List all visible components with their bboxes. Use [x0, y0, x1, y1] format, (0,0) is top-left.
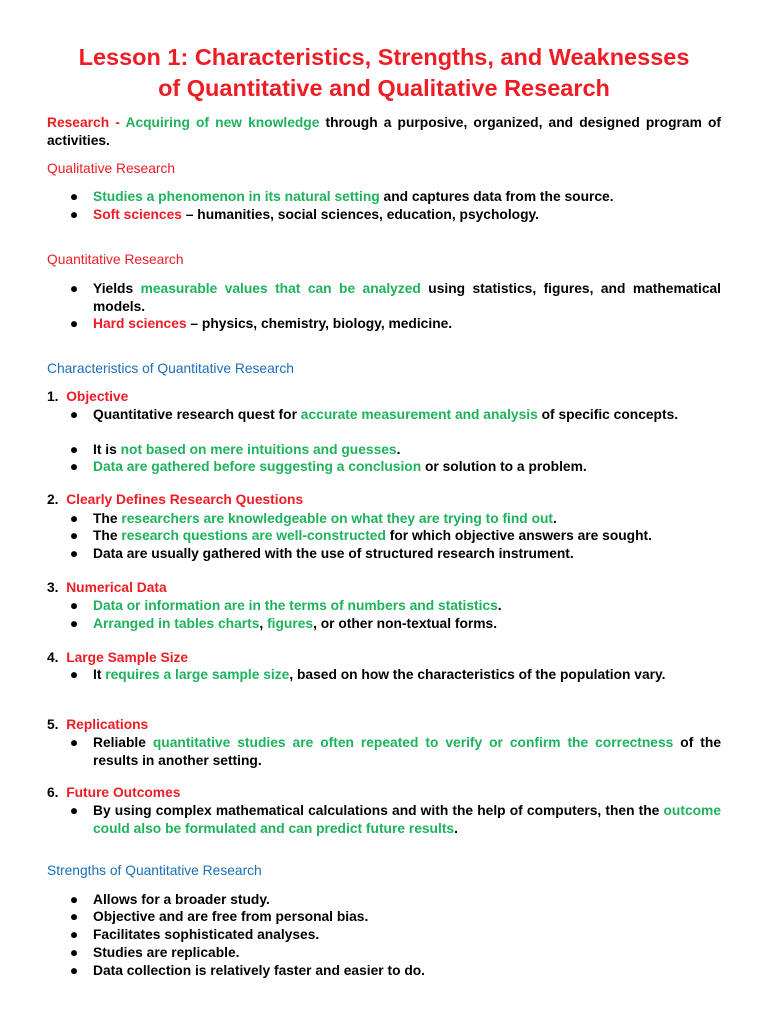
list-item: [69, 406, 721, 424]
bullet-icon: ●: [69, 735, 79, 750]
highlight-text: outcome could also be formulated and can predict future results: [93, 803, 721, 836]
bullet-icon: ●: [69, 459, 79, 474]
highlight-text: measurable values that can be analyzed: [140, 281, 421, 296]
body-text: , based on how the characteristics of the population vary.: [289, 667, 666, 682]
characteristic-title: [47, 649, 721, 667]
body-text: or solution to a problem.: [421, 459, 587, 474]
body-text: using statistics, figures, and mathematical models.: [93, 281, 721, 314]
item-title: Numerical Data: [66, 580, 167, 595]
bullet-icon: ●: [69, 442, 79, 457]
highlight-text: Soft sciences: [93, 207, 182, 222]
characteristics-heading: Characteristics of Quantitative Research: [47, 361, 294, 376]
body-text: The: [93, 511, 122, 526]
item-number: 4.: [47, 650, 59, 665]
highlight-text: quantitative studies are often repeated to verify or confirm the correctness: [152, 735, 674, 750]
list-item: [69, 527, 721, 545]
body-text: and captures data from the source.: [379, 189, 614, 204]
body-text: .: [553, 511, 557, 526]
body-text: Quantitative research quest for: [93, 407, 301, 422]
item-title: Large Sample Size: [66, 650, 189, 665]
item-title: Objective: [66, 389, 129, 404]
highlight-text: Hard sciences: [93, 316, 187, 331]
bullet-icon: ●: [69, 316, 79, 331]
item-title: Clearly Defines Research Questions: [66, 492, 304, 507]
bullet-icon: ●: [69, 909, 79, 924]
body-text: The: [93, 528, 122, 543]
highlight-text: not based on mere intuitions and guesses: [120, 442, 397, 457]
list-item: [69, 891, 721, 909]
bullet-icon: ●: [69, 892, 79, 907]
list-item: [69, 510, 721, 528]
characteristic-title: [47, 716, 721, 734]
list-item: [69, 615, 721, 633]
list-item: [69, 188, 721, 206]
highlight-text: research questions are well-constructed: [121, 528, 386, 543]
item-title: Replications: [66, 717, 149, 732]
list-item: [69, 206, 721, 224]
body-text: Yields: [93, 281, 141, 296]
body-text: Objective and are free from personal bias.: [93, 909, 369, 924]
list-item: [69, 802, 721, 837]
body-text: – physics, chemistry, biology, medicine.: [186, 316, 453, 331]
bullet-icon: ●: [69, 407, 79, 422]
list-item: [69, 458, 721, 476]
body-text: of specific concepts.: [537, 407, 679, 422]
body-text: By using complex mathematical calculations and with the help of computers, then the: [93, 803, 664, 818]
item-number: 3.: [47, 580, 59, 595]
bullet-icon: ●: [69, 281, 79, 296]
item-number: 6.: [47, 785, 59, 800]
bullet-icon: ●: [69, 598, 79, 613]
list-item: [69, 315, 721, 333]
body-text: .: [396, 442, 401, 457]
item-number: 2.: [47, 492, 59, 507]
body-text: for which objective answers are sought.: [385, 528, 652, 543]
research-definition: [47, 114, 721, 149]
item-number: 1.: [47, 389, 59, 404]
list-item: [69, 926, 721, 944]
definition-highlight: Acquiring of new knowledge: [125, 115, 320, 130]
research-term: Research: [47, 115, 110, 130]
body-text: Data are usually gathered with the use of structured research instrument.: [93, 546, 574, 561]
list-item: [69, 962, 721, 980]
highlight-text: Arranged in tables charts: [93, 616, 260, 631]
title-line-1: Lesson 1: Characteristics, Strengths, and Weaknesses: [78, 44, 690, 70]
bullet-icon: ●: [69, 511, 79, 526]
bullet-icon: ●: [69, 546, 79, 561]
body-text: .: [497, 598, 502, 613]
body-text: of the results in another setting.: [93, 735, 721, 768]
bullet-icon: ●: [69, 803, 79, 818]
body-text: – humanities, social sciences, education, psychology.: [181, 207, 540, 222]
body-text: It is: [93, 442, 121, 457]
bullet-icon: ●: [69, 667, 79, 682]
list-item: [69, 734, 721, 769]
body-text: Data collection is relatively faster and easier to do.: [93, 963, 426, 978]
highlight-text: figures: [267, 616, 314, 631]
definition-rest: through a purposive, organized, and designed program of activities.: [47, 115, 721, 148]
definition-dash: -: [109, 115, 126, 130]
quantitative-heading: Quantitative Research: [47, 252, 184, 267]
highlight-text: accurate measurement and analysis: [300, 407, 538, 422]
body-text: , or other non-textual forms.: [313, 616, 498, 631]
bullet-icon: ●: [69, 927, 79, 942]
highlight-text: Data are gathered before suggesting a conclusion: [93, 459, 422, 474]
highlight-text: Data or information are in the terms of numbers and statistics: [93, 598, 498, 613]
lesson-title: [30, 42, 738, 104]
body-text: Studies are replicable.: [93, 945, 240, 960]
body-text: Facilitates sophisticated analyses.: [93, 927, 320, 942]
list-item: [69, 280, 721, 315]
bullet-icon: ●: [69, 945, 79, 960]
body-text: It: [93, 667, 106, 682]
characteristic-title: [47, 388, 721, 406]
body-text: ,: [259, 616, 268, 631]
list-item: [69, 545, 721, 563]
bullet-icon: ●: [69, 207, 79, 222]
characteristic-title: [47, 579, 721, 597]
body-text: Allows for a broader study.: [93, 892, 270, 907]
bullet-icon: ●: [69, 616, 79, 631]
characteristic-title: [47, 491, 721, 509]
body-text: Reliable: [93, 735, 153, 750]
highlight-text: researchers are knowledgeable on what they are trying to find out: [121, 511, 554, 526]
list-item: [69, 597, 721, 615]
item-title: Future Outcomes: [66, 785, 181, 800]
list-item: [69, 666, 721, 684]
highlight-text: requires a large sample size: [105, 667, 290, 682]
characteristic-title: [47, 784, 721, 802]
highlight-text: Studies a phenomenon in its natural setting: [93, 189, 380, 204]
bullet-icon: ●: [69, 189, 79, 204]
qualitative-heading: Qualitative Research: [47, 161, 176, 176]
title-line-2: of Quantitative and Qualitative Research: [158, 75, 610, 101]
bullet-icon: ●: [69, 528, 79, 543]
body-text: .: [454, 820, 458, 836]
bullet-icon: ●: [69, 963, 79, 978]
list-item: [69, 441, 721, 459]
list-item: [69, 944, 721, 962]
list-item: [69, 908, 721, 926]
item-number: 5.: [47, 717, 59, 732]
strengths-heading: Strengths of Quantitative Research: [47, 863, 262, 878]
